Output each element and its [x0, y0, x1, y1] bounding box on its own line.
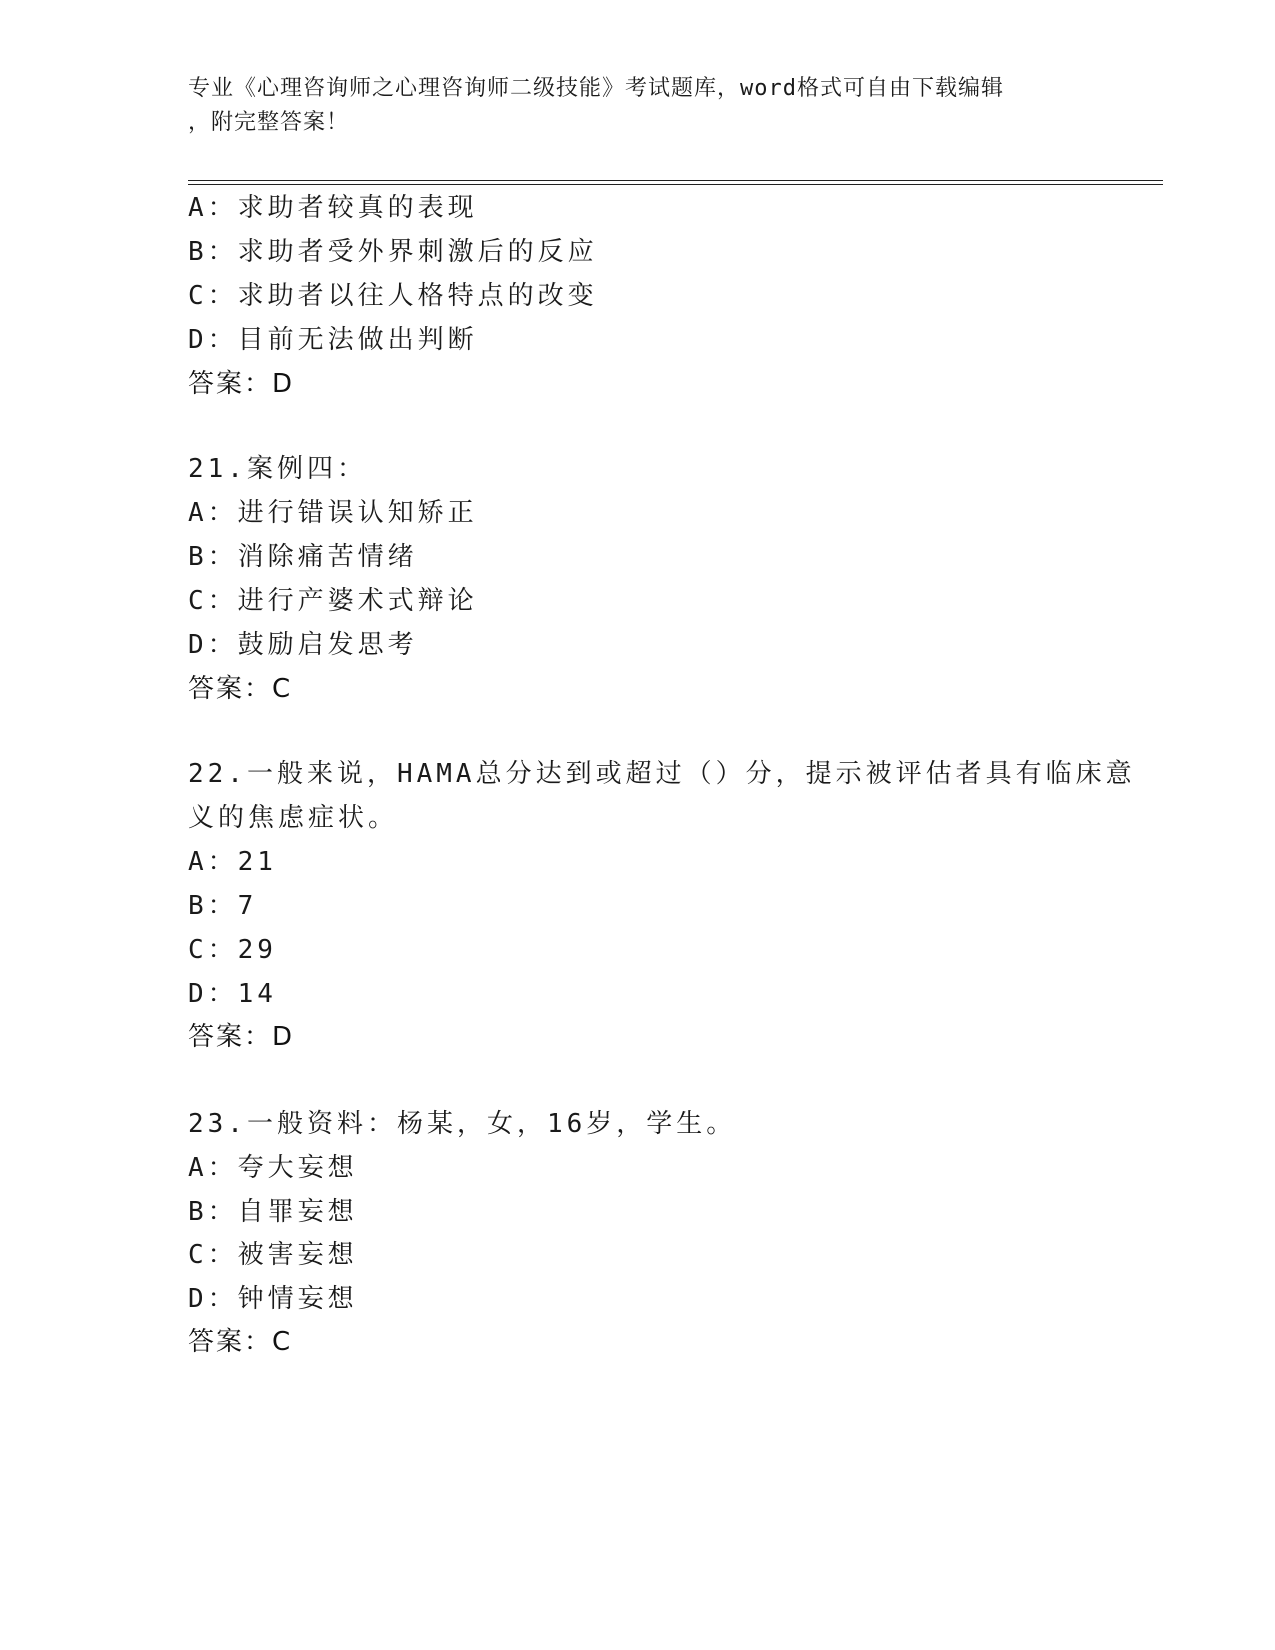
q20-option-c: C：求助者以往人格特点的改变 [188, 281, 598, 311]
q21-option-a: A：进行错误认知矫正 [188, 498, 478, 528]
q20-option-b: B：求助者受外界刺激后的反应 [188, 237, 598, 267]
q23-option-c: C：被害妄想 [188, 1240, 358, 1270]
q23-answer: 答案：C [188, 1327, 293, 1357]
q20-option-a: A：求助者较真的表现 [188, 193, 478, 223]
q21-option-d: D：鼓励启发思考 [188, 630, 418, 660]
q20-option-d: D：目前无法做出判断 [188, 325, 478, 355]
document-header [188, 72, 1088, 140]
q22-answer: 答案：D [188, 1022, 295, 1052]
q23-option-b: B：自罪妄想 [188, 1197, 358, 1227]
header-divider-bottom [188, 184, 1163, 185]
q23-option-d: D：钟情妄想 [188, 1284, 358, 1314]
q21-option-b: B：消除痛苦情绪 [188, 542, 418, 572]
q21-answer: 答案：C [188, 674, 293, 704]
header-line-2: ，附完整答案！ [188, 110, 350, 135]
header-line-1: 专业《心理咨询师之心理咨询师二级技能》考试题库，word格式可自由下载编辑 [188, 76, 1004, 101]
q22-option-b: B：7 [188, 891, 258, 921]
q22-option-d: D：14 [188, 979, 277, 1009]
q23-option-a: A：夸大妄想 [188, 1153, 358, 1183]
q22-option-a: A：21 [188, 847, 277, 877]
q21-stem: 21.案例四： [188, 454, 367, 484]
q20-answer: 答案：D [188, 369, 295, 399]
q22-stem-line-1: 22.一般来说，HAMA总分达到或超过（）分，提示被评估者具有临床意 [188, 759, 1136, 789]
q22-option-c: C：29 [188, 935, 277, 965]
q21-option-c: C：进行产婆术式辩论 [188, 586, 478, 616]
q23-stem: 23.一般资料：杨某，女，16岁，学生。 [188, 1109, 737, 1139]
header-divider-top [188, 180, 1163, 181]
q22-stem-line-2: 义的焦虑症状。 [188, 803, 399, 833]
